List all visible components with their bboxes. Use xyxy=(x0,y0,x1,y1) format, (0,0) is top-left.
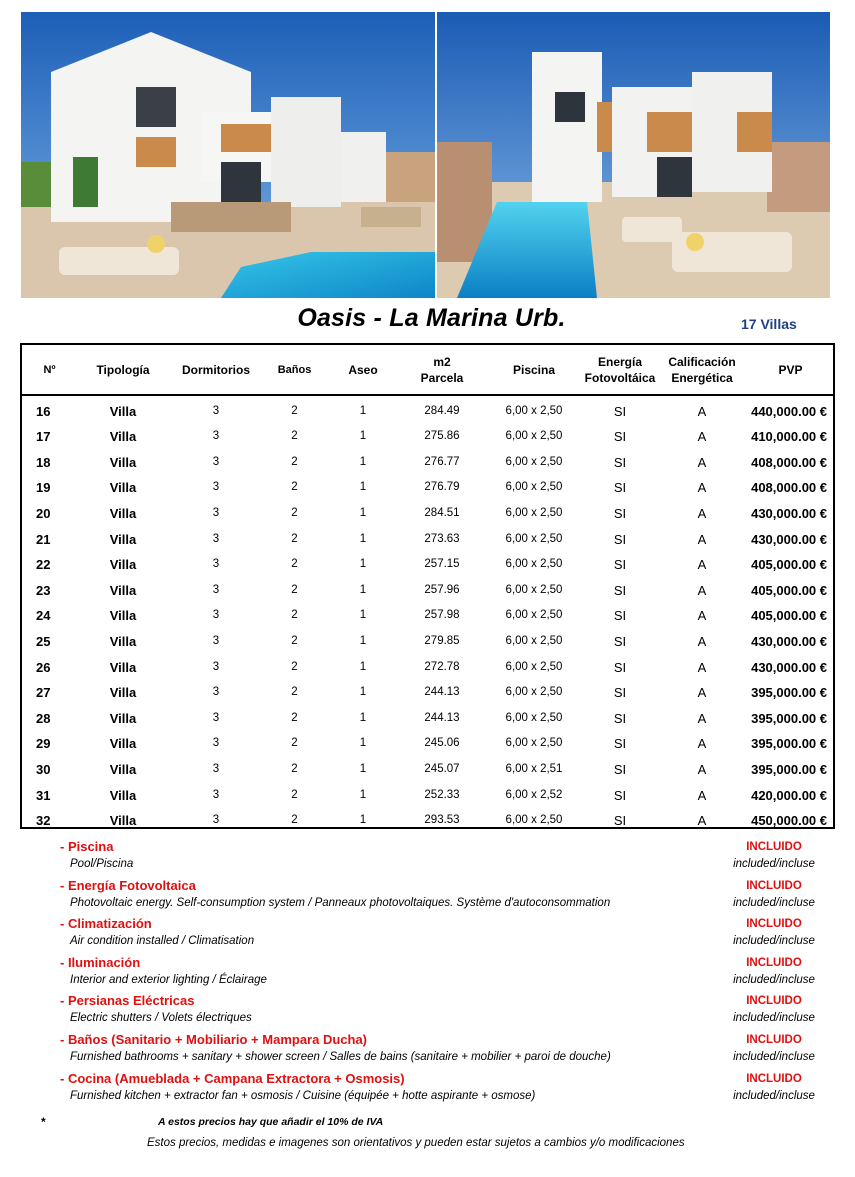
header-banos: Baños xyxy=(277,363,312,376)
cell-m2-parcela: 257.15 xyxy=(424,558,460,571)
cell-m2-parcela: 257.98 xyxy=(424,609,460,622)
table-row xyxy=(22,450,833,476)
feature-item xyxy=(60,954,830,993)
cell-m2-parcela: 276.79 xyxy=(424,481,460,494)
table-row xyxy=(22,475,833,501)
disclaimer-note: Estos precios, medidas e imagenes son orientativos y pueden estar sujetos a cambios y/o modificaciones xyxy=(147,1137,685,1149)
cell-energia: SI xyxy=(613,506,627,522)
cell-dormitorios: 3 xyxy=(212,814,220,827)
feature-status: INCLUIDO xyxy=(746,1033,802,1046)
feature-status: INCLUIDO xyxy=(746,956,802,969)
cell-calificacion: A xyxy=(697,429,707,445)
cell-m2-parcela: 272.78 xyxy=(424,660,460,673)
cell-piscina: 6,00 x 2,50 xyxy=(505,635,563,648)
header-calificacion xyxy=(656,345,748,395)
cell-dormitorios: 3 xyxy=(212,481,220,494)
table-row xyxy=(22,578,833,604)
cell-pvp: 408,000.00 € xyxy=(751,454,827,470)
cell-tipologia: Villa xyxy=(109,429,137,445)
cell-aseo: 1 xyxy=(359,686,367,699)
table-row xyxy=(22,395,833,424)
cell-no: 31 xyxy=(36,787,51,803)
cell-piscina: 6,00 x 2,52 xyxy=(505,788,563,801)
cell-m2-parcela: 293.53 xyxy=(424,814,460,827)
cell-no: 17 xyxy=(36,429,51,445)
cell-m2-parcela: 245.06 xyxy=(424,737,460,750)
cell-m2-parcela: 284.49 xyxy=(424,405,460,417)
cell-banos: 2 xyxy=(291,609,298,622)
cell-banos: 2 xyxy=(291,558,298,571)
header-calif-line2: Energética xyxy=(671,370,733,385)
feature-status-sub: included/incluse xyxy=(733,1050,815,1063)
cell-piscina: 6,00 x 2,51 xyxy=(505,763,563,776)
cell-calificacion: A xyxy=(697,531,707,547)
cell-aseo: 1 xyxy=(359,763,367,776)
cell-banos: 2 xyxy=(291,481,298,494)
header-pvp: PVP xyxy=(778,362,803,377)
cell-no: 28 xyxy=(36,710,51,726)
table-row xyxy=(22,629,833,655)
header-energia xyxy=(584,345,656,395)
feature-item xyxy=(60,915,830,954)
cell-pvp: 430,000.00 € xyxy=(751,659,827,675)
cell-tipologia: Villa xyxy=(109,557,137,573)
cell-piscina: 6,00 x 2,50 xyxy=(505,532,563,545)
feature-status: INCLUIDO xyxy=(746,1072,802,1085)
cell-calificacion: A xyxy=(697,659,707,675)
table-row xyxy=(22,501,833,527)
feature-title: - Baños (Sanitario + Mobiliario + Mampara Ducha) xyxy=(60,1031,368,1047)
cell-energia: SI xyxy=(613,582,627,598)
cell-banos: 2 xyxy=(291,660,298,673)
cell-m2-parcela: 275.86 xyxy=(424,430,460,443)
cell-energia: SI xyxy=(613,813,627,829)
table-row xyxy=(22,552,833,578)
iva-note: A estos precios hay que añadir el 10% de IVA xyxy=(158,1116,384,1128)
cell-pvp: 395,000.00 € xyxy=(751,736,827,752)
table-row xyxy=(22,808,833,834)
cell-calificacion: A xyxy=(697,762,707,778)
cell-dormitorios: 3 xyxy=(212,686,220,699)
cell-tipologia: Villa xyxy=(109,480,137,496)
cell-banos: 2 xyxy=(291,583,298,596)
table-body xyxy=(22,395,833,834)
cell-pvp: 450,000.00 € xyxy=(751,813,827,829)
cell-aseo: 1 xyxy=(359,455,367,468)
cell-dormitorios: 3 xyxy=(212,635,220,648)
cell-dormitorios: 3 xyxy=(212,711,220,724)
header-dormitorios: Dormitorios xyxy=(181,362,250,377)
cell-aseo: 1 xyxy=(359,814,367,827)
cell-pvp: 405,000.00 € xyxy=(751,582,827,598)
cell-pvp: 420,000.00 € xyxy=(751,787,827,803)
table-row xyxy=(22,782,833,808)
cell-dormitorios: 3 xyxy=(212,430,220,443)
table-row xyxy=(22,526,833,552)
cell-aseo: 1 xyxy=(359,609,367,622)
feature-subtitle: Interior and exterior lighting / Éclairage xyxy=(70,973,267,986)
cell-calificacion: A xyxy=(697,608,707,624)
features-list xyxy=(60,838,830,1108)
cell-banos: 2 xyxy=(291,814,298,827)
cell-aseo: 1 xyxy=(359,635,367,648)
cell-dormitorios: 3 xyxy=(212,405,220,417)
cell-dormitorios: 3 xyxy=(212,507,220,520)
cell-banos: 2 xyxy=(291,455,298,468)
cell-banos: 2 xyxy=(291,711,298,724)
header-energia-line1: Energía xyxy=(597,354,642,369)
feature-status: INCLUIDO xyxy=(746,841,802,853)
cell-dormitorios: 3 xyxy=(212,583,220,596)
cell-banos: 2 xyxy=(291,430,298,443)
feature-status-sub: included/incluse xyxy=(733,935,815,948)
cell-aseo: 1 xyxy=(359,660,367,673)
cell-m2-parcela: 273.63 xyxy=(424,532,460,545)
cell-tipologia: Villa xyxy=(109,685,137,701)
feature-subtitle: Air condition installed / Climatisation xyxy=(70,935,255,948)
cell-piscina: 6,00 x 2,50 xyxy=(505,814,563,827)
cell-aseo: 1 xyxy=(359,507,367,520)
cell-tipologia: Villa xyxy=(109,762,137,778)
header-calif-line1: Calificación xyxy=(668,354,736,369)
cell-dormitorios: 3 xyxy=(212,737,220,750)
cell-aseo: 1 xyxy=(359,558,367,571)
table-row xyxy=(22,680,833,706)
cell-calificacion: A xyxy=(697,736,707,752)
cell-no: 25 xyxy=(36,634,51,650)
cell-m2-parcela: 284.51 xyxy=(424,507,460,520)
table-row xyxy=(22,757,833,783)
cell-banos: 2 xyxy=(291,507,298,520)
header-m2-line2: Parcela xyxy=(420,370,464,385)
cell-banos: 2 xyxy=(291,405,298,417)
cell-aseo: 1 xyxy=(359,788,367,801)
feature-subtitle: Furnished bathrooms + sanitary + shower screen / Salles de bains (sanitaire + mobilier + paroi de douche) xyxy=(70,1050,611,1063)
cell-energia: SI xyxy=(613,608,627,624)
feature-item xyxy=(60,992,830,1031)
cell-no: 16 xyxy=(36,404,51,419)
feature-status-sub: included/incluse xyxy=(733,858,815,870)
cell-aseo: 1 xyxy=(359,532,367,545)
cell-m2-parcela: 245.07 xyxy=(424,763,460,776)
cell-no: 20 xyxy=(36,506,51,522)
feature-subtitle: Pool/Piscina xyxy=(70,858,134,870)
cell-m2-parcela: 252.33 xyxy=(424,788,460,801)
cell-tipologia: Villa xyxy=(109,506,137,522)
cell-energia: SI xyxy=(613,429,627,445)
footnote-star: * xyxy=(41,1115,46,1129)
cell-m2-parcela: 279.85 xyxy=(424,635,460,648)
feature-item xyxy=(60,838,830,877)
cell-pvp: 440,000.00 € xyxy=(751,404,827,419)
cell-pvp: 395,000.00 € xyxy=(751,685,827,701)
cell-calificacion: A xyxy=(697,506,707,522)
villa-exterior-photo xyxy=(21,12,435,298)
table-row xyxy=(22,706,833,732)
cell-piscina: 6,00 x 2,50 xyxy=(505,558,563,571)
cell-energia: SI xyxy=(613,762,627,778)
cell-pvp: 395,000.00 € xyxy=(751,762,827,778)
cell-aseo: 1 xyxy=(359,737,367,750)
header-no: Nº xyxy=(43,363,56,376)
cell-no: 22 xyxy=(36,557,51,573)
cell-tipologia: Villa xyxy=(109,736,137,752)
header-tipologia: Tipología xyxy=(96,362,150,377)
cell-no: 18 xyxy=(36,454,51,470)
cell-pvp: 410,000.00 € xyxy=(751,429,827,445)
feature-status-sub: included/incluse xyxy=(733,1089,815,1102)
cell-pvp: 405,000.00 € xyxy=(751,608,827,624)
cell-energia: SI xyxy=(613,736,627,752)
feature-status-sub: included/incluse xyxy=(733,896,815,909)
cell-piscina: 6,00 x 2,50 xyxy=(505,507,563,520)
cell-piscina: 6,00 x 2,50 xyxy=(505,430,563,443)
table-header-row xyxy=(22,345,833,395)
cell-piscina: 6,00 x 2,50 xyxy=(505,737,563,750)
feature-title: - Climatización xyxy=(60,916,152,932)
header-aseo: Aseo xyxy=(348,362,378,377)
cell-calificacion: A xyxy=(697,557,707,573)
cell-energia: SI xyxy=(613,634,627,650)
cell-banos: 2 xyxy=(291,737,298,750)
cell-piscina: 6,00 x 2,50 xyxy=(505,405,563,417)
cell-tipologia: Villa xyxy=(109,531,137,547)
cell-m2-parcela: 257.96 xyxy=(424,583,460,596)
cell-no: 29 xyxy=(36,736,51,752)
cell-tipologia: Villa xyxy=(109,659,137,675)
cell-piscina: 6,00 x 2,50 xyxy=(505,686,563,699)
cell-pvp: 405,000.00 € xyxy=(751,557,827,573)
feature-item xyxy=(60,877,830,916)
cell-energia: SI xyxy=(613,710,627,726)
header-piscina: Piscina xyxy=(512,362,556,377)
price-table xyxy=(20,343,835,829)
header-m2-line1: m2 xyxy=(433,354,451,369)
cell-pvp: 408,000.00 € xyxy=(751,480,827,496)
cell-energia: SI xyxy=(613,531,627,547)
cell-piscina: 6,00 x 2,50 xyxy=(505,583,563,596)
cell-m2-parcela: 244.13 xyxy=(424,711,460,724)
cell-calificacion: A xyxy=(697,454,707,470)
feature-subtitle: Photovoltaic energy. Self-consumption system / Panneaux photovoltaiques. Système d'autoconsommation xyxy=(70,896,611,909)
feature-title: - Piscina xyxy=(60,839,114,854)
feature-item xyxy=(60,1070,830,1109)
cell-banos: 2 xyxy=(291,686,298,699)
cell-m2-parcela: 276.77 xyxy=(424,455,460,468)
cell-calificacion: A xyxy=(697,582,707,598)
cell-no: 26 xyxy=(36,659,51,675)
cell-dormitorios: 3 xyxy=(212,455,220,468)
cell-dormitorios: 3 xyxy=(212,763,220,776)
cell-banos: 2 xyxy=(291,532,298,545)
cell-dormitorios: 3 xyxy=(212,609,220,622)
feature-status: INCLUIDO xyxy=(746,879,802,892)
feature-title: - Iluminación xyxy=(60,954,141,970)
header-energia-line2: Fotovoltáica xyxy=(584,370,656,385)
cell-calificacion: A xyxy=(697,710,707,726)
feature-title: - Energía Fotovoltaica xyxy=(60,877,196,893)
cell-no: 19 xyxy=(36,480,51,496)
cell-pvp: 430,000.00 € xyxy=(751,506,827,522)
cell-energia: SI xyxy=(613,454,627,470)
cell-calificacion: A xyxy=(697,685,707,701)
cell-piscina: 6,00 x 2,50 xyxy=(505,455,563,468)
cell-aseo: 1 xyxy=(359,711,367,724)
cell-dormitorios: 3 xyxy=(212,660,220,673)
cell-aseo: 1 xyxy=(359,405,367,417)
cell-no: 24 xyxy=(36,608,51,624)
cell-dormitorios: 3 xyxy=(212,532,220,545)
cell-piscina: 6,00 x 2,50 xyxy=(505,660,563,673)
cell-energia: SI xyxy=(613,404,627,419)
cell-pvp: 430,000.00 € xyxy=(751,531,827,547)
cell-aseo: 1 xyxy=(359,430,367,443)
table-row xyxy=(22,603,833,629)
feature-item xyxy=(60,1031,830,1070)
feature-status-sub: included/incluse xyxy=(733,973,815,986)
cell-no: 32 xyxy=(36,813,51,829)
feature-subtitle: Electric shutters / Volets électriques xyxy=(70,1012,252,1025)
feature-title: - Persianas Eléctricas xyxy=(60,993,195,1009)
feature-status-sub: included/incluse xyxy=(733,1012,815,1025)
cell-calificacion: A xyxy=(697,404,707,419)
feature-subtitle: Furnished kitchen + extractor fan + osmosis / Cuisine (équipée + hotte aspirante + osmose) xyxy=(70,1089,536,1102)
cell-energia: SI xyxy=(613,787,627,803)
cell-no: 21 xyxy=(36,531,51,547)
cell-energia: SI xyxy=(613,557,627,573)
cell-piscina: 6,00 x 2,50 xyxy=(505,711,563,724)
header-m2-parcela xyxy=(400,345,484,395)
cell-energia: SI xyxy=(613,659,627,675)
cell-banos: 2 xyxy=(291,635,298,648)
cell-calificacion: A xyxy=(697,634,707,650)
cell-calificacion: A xyxy=(697,480,707,496)
cell-dormitorios: 3 xyxy=(212,558,220,571)
cell-no: 30 xyxy=(36,762,51,778)
feature-status: INCLUIDO xyxy=(746,918,802,931)
cell-energia: SI xyxy=(613,480,627,496)
cell-piscina: 6,00 x 2,50 xyxy=(505,481,563,494)
table-row xyxy=(22,731,833,757)
villa-pool-photo xyxy=(437,12,830,298)
cell-piscina: 6,00 x 2,50 xyxy=(505,609,563,622)
feature-title: - Cocina (Amueblada + Campana Extractora + Osmosis) xyxy=(60,1070,405,1086)
cell-tipologia: Villa xyxy=(109,787,137,803)
cell-tipologia: Villa xyxy=(109,813,137,829)
cell-tipologia: Villa xyxy=(109,634,137,650)
cell-no: 23 xyxy=(36,582,51,598)
cell-pvp: 395,000.00 € xyxy=(751,710,827,726)
cell-tipologia: Villa xyxy=(109,710,137,726)
table-row xyxy=(22,654,833,680)
cell-dormitorios: 3 xyxy=(212,788,220,801)
cell-tipologia: Villa xyxy=(109,404,137,419)
cell-calificacion: A xyxy=(697,787,707,803)
page-title: Oasis - La Marina Urb. xyxy=(297,304,566,332)
cell-m2-parcela: 244.13 xyxy=(424,686,460,699)
cell-banos: 2 xyxy=(291,788,298,801)
cell-tipologia: Villa xyxy=(109,608,137,624)
cell-calificacion: A xyxy=(697,813,707,829)
cell-tipologia: Villa xyxy=(109,454,137,470)
cell-banos: 2 xyxy=(291,763,298,776)
cell-aseo: 1 xyxy=(359,583,367,596)
cell-aseo: 1 xyxy=(359,481,367,494)
cell-tipologia: Villa xyxy=(109,582,137,598)
cell-pvp: 430,000.00 € xyxy=(751,634,827,650)
cell-no: 27 xyxy=(36,685,51,701)
table-row xyxy=(22,424,833,450)
feature-status: INCLUIDO xyxy=(746,995,802,1008)
villa-count: 17 Villas xyxy=(741,316,797,332)
cell-energia: SI xyxy=(613,685,627,701)
